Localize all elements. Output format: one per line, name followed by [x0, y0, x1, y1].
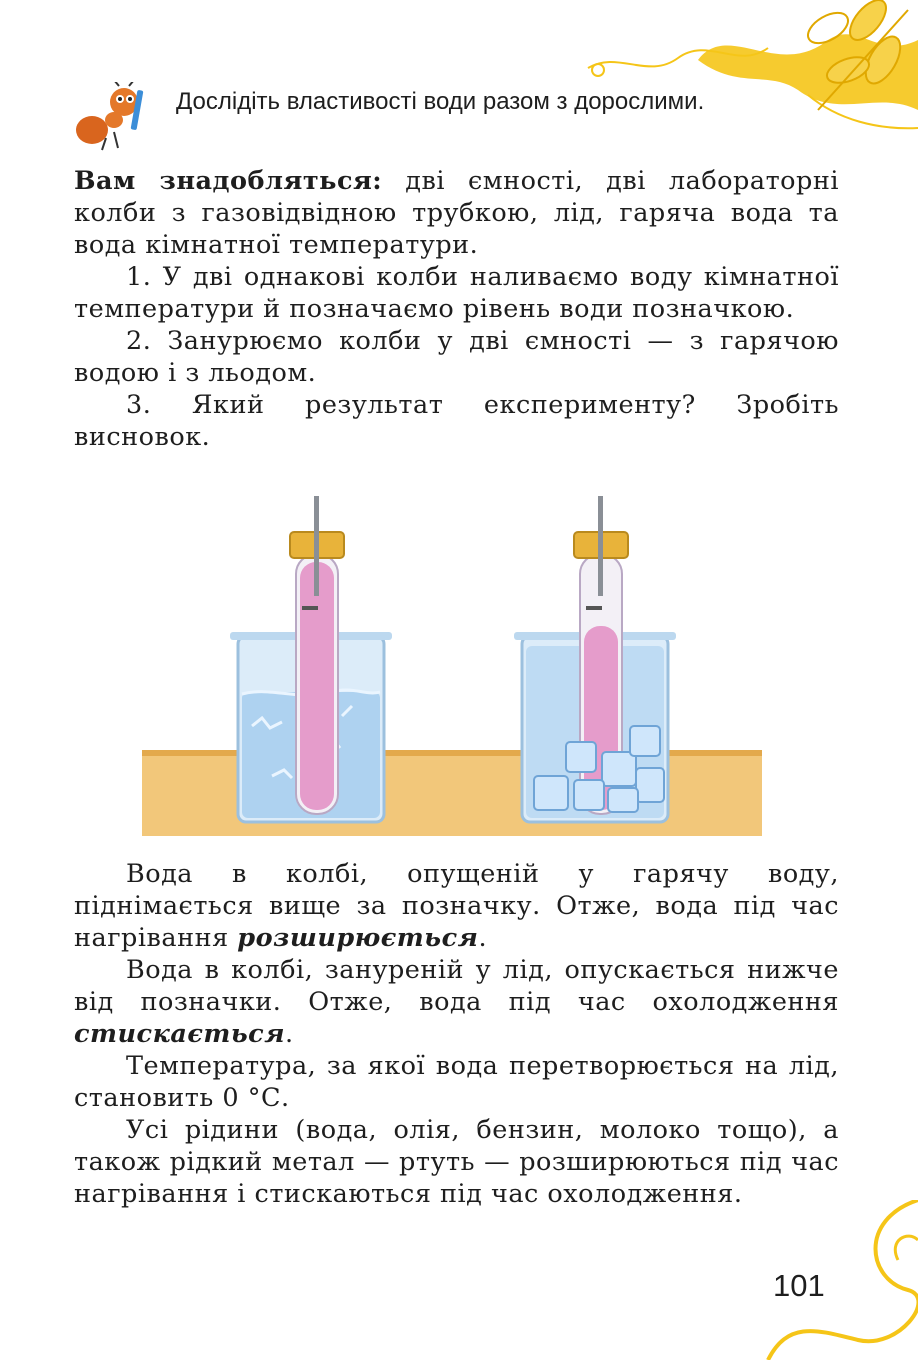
instruction-text: Дослідіть властивості води разом з дорослими.	[176, 88, 705, 115]
cold-conclusion-text: Вода в колбі, зануреній у лід, опускається нижче від позначки. Отже, вода під час охолодження	[74, 955, 839, 1017]
conclusion-text	[74, 858, 839, 1210]
leaf-decoration-icon	[578, 0, 918, 140]
step-1: 1. У дві однакові колби наливаємо воду кімнатної температури й позначаємо рівень води позначкою.	[74, 262, 839, 324]
step-2: 2. Занурюємо колби у дві ємності — з гарячою водою і з льодом.	[74, 326, 839, 388]
cold-conclusion	[74, 954, 839, 1050]
hot-flask-tube	[290, 496, 344, 814]
materials-label: Вам знадобляться:	[74, 166, 383, 196]
hot-conclusion-text: Вода в колбі, опущеній у гарячу воду, піднімається вище за позначку. Отже, вода під час нагрівання	[74, 859, 839, 953]
freezing-point: Температура, за якої вода перетворюється на лід, становить 0 °С.	[74, 1051, 839, 1113]
materials-paragraph	[74, 165, 839, 261]
materials-text: дві ємності, дві лабораторні колби з газовідвідною трубкою, лід, гаряча вода та вода кімнатної температури.	[74, 166, 839, 260]
hot-period: .	[478, 923, 488, 953]
cold-period: .	[285, 1019, 294, 1049]
ant-mascot-icon	[72, 82, 150, 152]
step-3: 3. Який результат експерименту? Зробіть висновок.	[74, 390, 839, 452]
liquids-rule: Усі рідини (вода, олія, бензин, молоко тощо), а також рідкий метал — ртуть — розширюються під час нагрівання і стискаються під час охолодження.	[74, 1115, 839, 1209]
cold-term: стискається	[74, 1019, 286, 1049]
hot-term: розширюється	[237, 923, 479, 953]
page-number: 101	[773, 1268, 825, 1303]
experiment-illustration	[142, 496, 762, 836]
experiment-description	[74, 165, 839, 453]
hot-conclusion	[74, 858, 839, 954]
